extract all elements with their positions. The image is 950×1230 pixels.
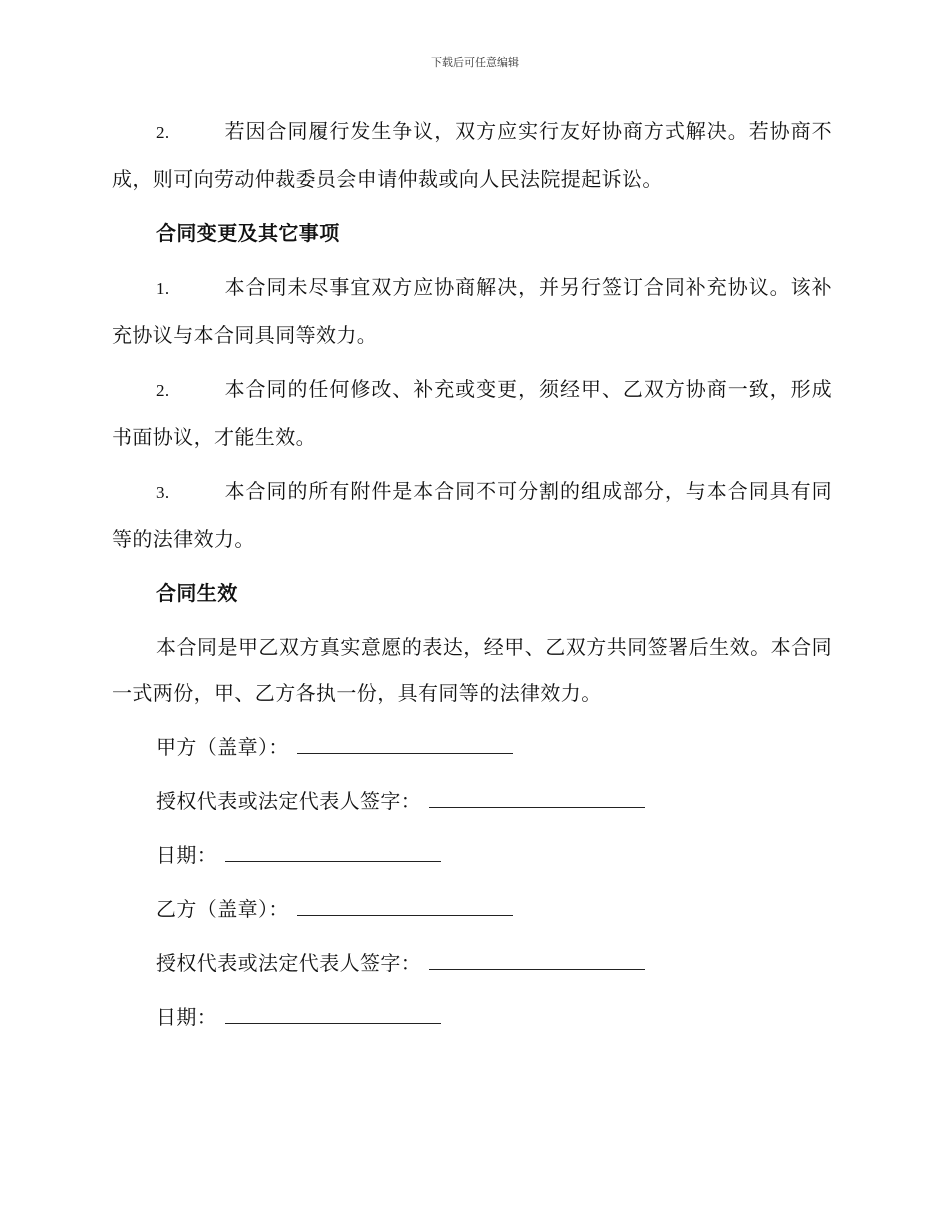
signature-blank[interactable] bbox=[429, 787, 645, 808]
signature-label: 甲方（盖章）： bbox=[156, 735, 289, 759]
signature-label: 授权代表或法定代表人签字： bbox=[156, 789, 422, 813]
section-heading-effective: 合同生效 bbox=[156, 581, 238, 605]
signature-label: 日期： bbox=[156, 1005, 218, 1029]
signature-label: 乙方（盖章）： bbox=[156, 897, 289, 921]
clause-number: 1. bbox=[156, 279, 170, 298]
signature-label: 日期： bbox=[156, 843, 218, 867]
clause-text: 若因合同履行发生争议，双方应实行友好协商方式解决。若协商不成，则可向劳动仲裁委员会申请仲裁或向人民法院提起诉讼。 bbox=[112, 119, 832, 191]
effective-paragraph: 本合同是甲乙双方真实意愿的表达，经甲、乙双方共同签署后生效。本合同一式两份，甲、乙方各执一份，具有同等的法律效力。 bbox=[112, 635, 832, 705]
section-heading-changes: 合同变更及其它事项 bbox=[156, 221, 340, 245]
signature-blank[interactable] bbox=[225, 841, 441, 862]
clause-text: 本合同未尽事宜双方应协商解决，并另行签订合同补充协议。该补充协议与本合同具同等效力。 bbox=[112, 275, 832, 347]
signature-blank[interactable] bbox=[225, 1003, 441, 1024]
signature-party-a-date bbox=[112, 832, 832, 878]
clause-change-1 bbox=[112, 264, 832, 358]
clause-change-2 bbox=[112, 366, 832, 460]
clause-dispute bbox=[112, 108, 832, 202]
signature-party-b bbox=[112, 886, 832, 932]
document-body bbox=[112, 108, 832, 1048]
signature-party-a-rep bbox=[112, 778, 832, 824]
signature-blank[interactable] bbox=[297, 733, 513, 754]
signature-blank[interactable] bbox=[429, 949, 645, 970]
signature-label: 授权代表或法定代表人签字： bbox=[156, 951, 422, 975]
clause-number: 2. bbox=[156, 381, 170, 400]
header-note: 下载后可任意编辑 bbox=[431, 56, 519, 69]
signature-party-b-rep bbox=[112, 940, 832, 986]
signature-party-a bbox=[112, 724, 832, 770]
signature-party-b-date bbox=[112, 994, 832, 1040]
clause-text: 本合同的所有附件是本合同不可分割的组成部分，与本合同具有同等的法律效力。 bbox=[112, 479, 832, 551]
clause-number: 3. bbox=[156, 483, 170, 502]
clause-change-3 bbox=[112, 468, 832, 562]
clause-number: 2. bbox=[156, 123, 170, 142]
signature-blank[interactable] bbox=[297, 895, 513, 916]
clause-text: 本合同的任何修改、补充或变更，须经甲、乙双方协商一致，形成书面协议，才能生效。 bbox=[112, 377, 832, 449]
